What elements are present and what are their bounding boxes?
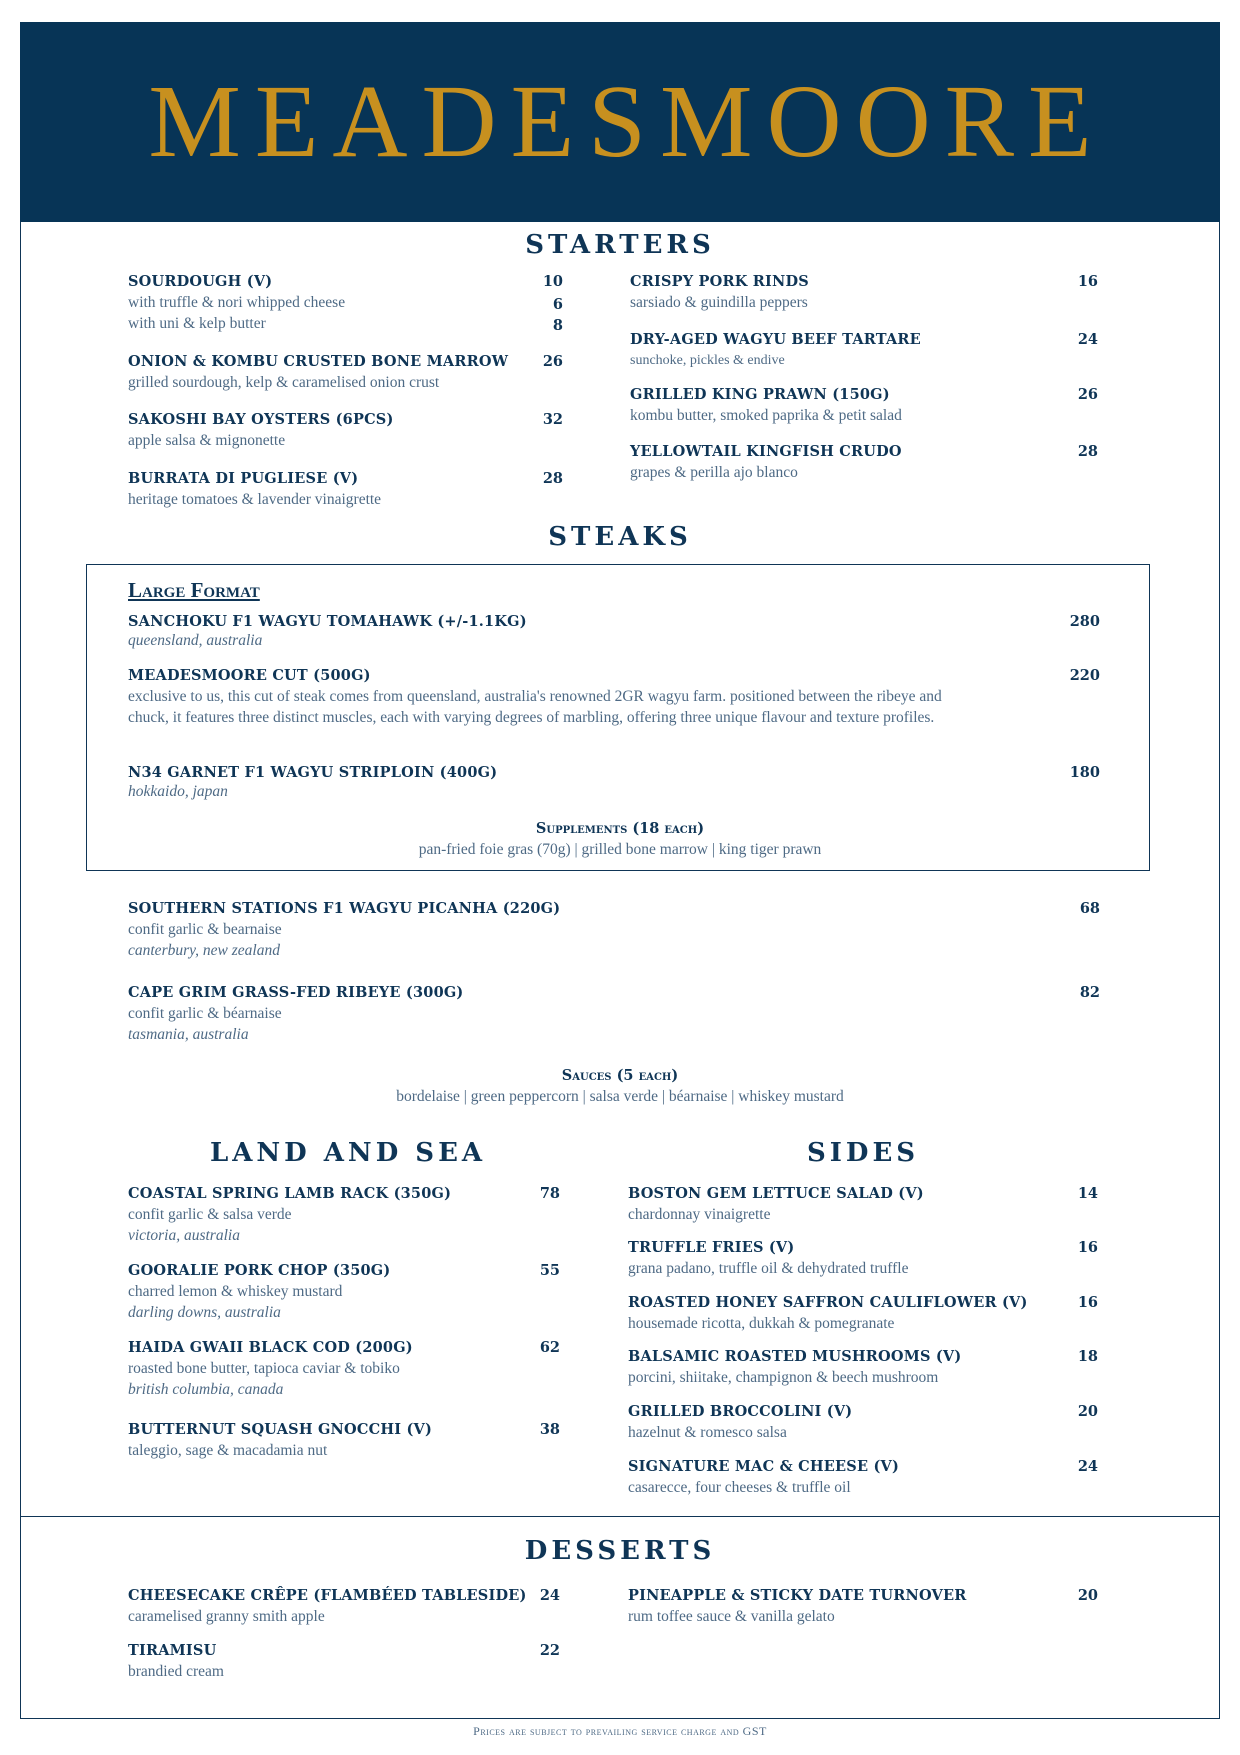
item-price: 24: [539, 1587, 560, 1604]
item-price: 28: [542, 470, 563, 487]
item-origin: hokkaido, japan: [128, 783, 228, 800]
menu-item-mac-cheese: [628, 1458, 1098, 1498]
item-name: DRY-AGED WAGYU BEEF TARTARE: [630, 331, 921, 348]
menu-item-meadesmoore-cut: [128, 667, 1108, 728]
section-divider: [20, 1516, 1220, 1517]
item-name: N34 GARNET F1 WAGYU STRIPLOIN (400G): [128, 764, 498, 781]
item-name: ROASTED HONEY SAFFRON CAULIFLOWER (V): [628, 1294, 1028, 1311]
item-name: BOSTON GEM LETTUCE SALAD (V): [628, 1185, 924, 1202]
footer-note: Prices are subject to prevailing service charge and GST: [473, 1724, 767, 1738]
item-name: BURRATA DI PUGLIESE (V): [128, 470, 359, 487]
item-name: BALSAMIC ROASTED MUSHROOMS (V): [628, 1348, 962, 1365]
menu-item-prawn: [630, 386, 1100, 426]
menu-item-lamb: [128, 1185, 568, 1246]
item-price: 68: [1079, 900, 1100, 917]
item-desc: sarsiado & guindilla peppers: [630, 294, 808, 311]
item-desc: casarecce, four cheeses & truffle oil: [628, 1479, 851, 1496]
item-price: 62: [539, 1339, 560, 1356]
item-desc: caramelised granny smith apple: [128, 1608, 325, 1625]
item-price: 10: [542, 273, 563, 290]
item-desc: chardonnay vinaigrette: [628, 1206, 771, 1223]
item-desc: taleggio, sage & macadamia nut: [128, 1442, 328, 1459]
supplements-list: pan-fried foie gras (70g) | grilled bone marrow | king tiger prawn: [418, 841, 822, 858]
section-title-starters: STARTERS: [525, 230, 715, 260]
item-origin: victoria, australia: [128, 1227, 240, 1244]
menu-item-oysters: [128, 411, 563, 451]
menu-item-lettuce-salad: [628, 1185, 1098, 1225]
item-desc: sunchoke, pickles & endive: [630, 353, 785, 368]
menu-item-pork-chop: [128, 1262, 568, 1323]
item-name: GRILLED KING PRAWN (150G): [630, 386, 890, 403]
item-name: CAPE GRIM GRASS-FED RIBEYE (300G): [128, 984, 464, 1001]
item-desc: porcini, shiitake, champignon & beech mushroom: [628, 1369, 939, 1386]
section-title-desserts: DESSERTS: [524, 1536, 716, 1566]
menu-item-broccolini: [628, 1403, 1098, 1443]
item-desc: grapes & perilla ajo blanco: [630, 464, 798, 481]
item-origin: british columbia, canada: [128, 1381, 284, 1398]
menu-item-cheesecake-crepe: [128, 1587, 568, 1627]
item-desc: exclusive to us, this cut of steak comes from queensland, australia's renowned 2GR wagyu farm. positioned between the ribeye and chuck, it features three distinct muscles, each with varying degrees of marbling, offering three unique flavour and texture profiles.: [128, 688, 942, 726]
item-price: 16: [1077, 273, 1098, 290]
item-name: SIGNATURE MAC & CHEESE (V): [628, 1458, 900, 1475]
item-name: TIRAMISU: [128, 1642, 217, 1659]
menu-item-black-cod: [128, 1339, 568, 1400]
item-desc: confit garlic & salsa verde: [128, 1206, 292, 1223]
menu-item-burrata: [128, 470, 563, 510]
item-name: GOORALIE PORK CHOP (350G): [128, 1262, 391, 1279]
section-title-steaks: STEAKS: [548, 522, 692, 552]
brand-logo: MEADESMOORE: [148, 64, 1106, 179]
menu-item-tiramisu: [128, 1642, 568, 1682]
item-price: 220: [1069, 667, 1100, 684]
item-desc: apple salsa & mignonette: [128, 432, 286, 449]
item-name: SOURDOUGH (V): [128, 273, 273, 290]
item-desc: rum toffee sauce & vanilla gelato: [628, 1608, 835, 1625]
item-desc: grana padano, truffle oil & dehydrated truffle: [628, 1260, 909, 1277]
item-name: HAIDA GWAII BLACK COD (200G): [128, 1339, 413, 1356]
item-price: 26: [1077, 386, 1098, 403]
menu-item-pork-rinds: [630, 273, 1100, 313]
item-price: 82: [1079, 984, 1100, 1001]
item-name: ONION & KOMBU CRUSTED BONE MARROW: [128, 353, 509, 370]
item-price: 24: [1077, 331, 1098, 348]
item-price: 8: [552, 317, 563, 334]
item-desc: brandied cream: [128, 1663, 224, 1680]
menu-item-striploin: [128, 764, 1108, 802]
item-desc: with truffle & nori whipped cheese: [128, 294, 346, 311]
item-price: 78: [539, 1185, 560, 1202]
item-origin: queensland, australia: [128, 632, 263, 649]
item-desc: confit garlic & béarnaise: [128, 1005, 282, 1022]
item-name: SANCHOKU F1 WAGYU TOMAHAWK (+/-1.1KG): [128, 613, 527, 630]
item-price: 24: [1077, 1458, 1098, 1475]
item-name: MEADESMOORE CUT (500G): [128, 667, 371, 684]
menu-item-tomahawk: [128, 613, 1108, 651]
item-name: YELLOWTAIL KINGFISH CRUDO: [630, 443, 902, 460]
item-price: 28: [1077, 443, 1098, 460]
item-name: COASTAL SPRING LAMB RACK (350G): [128, 1185, 452, 1202]
menu-item-truffle-fries: [628, 1239, 1098, 1279]
menu-item-tartare: [630, 331, 1100, 371]
menu-item-turnover: [628, 1587, 1098, 1627]
item-price: 14: [1077, 1185, 1098, 1202]
menu-item-gnocchi: [128, 1421, 568, 1461]
item-name: BUTTERNUT SQUASH GNOCCHI (V): [128, 1421, 433, 1438]
menu-item-crudo: [630, 443, 1100, 483]
supplements-title: Supplements (18 each): [535, 820, 705, 837]
item-name: SAKOSHI BAY OYSTERS (6PCS): [128, 411, 394, 428]
item-name: PINEAPPLE & STICKY DATE TURNOVER: [628, 1587, 967, 1604]
item-name: GRILLED BROCCOLINI (V): [628, 1403, 853, 1420]
item-price: 55: [539, 1262, 560, 1279]
menu-item-bone-marrow: [128, 353, 563, 393]
item-desc: with uni & kelp butter: [128, 315, 266, 332]
menu-item-ribeye: [128, 984, 1108, 1045]
menu-item-cauliflower: [628, 1294, 1098, 1334]
item-origin: tasmania, australia: [128, 1026, 249, 1043]
item-price: 20: [1077, 1587, 1098, 1604]
item-price: 180: [1069, 764, 1100, 781]
sauces-title: Sauces (5 each): [561, 1067, 679, 1084]
item-name: SOUTHERN STATIONS F1 WAGYU PICANHA (220G): [128, 900, 561, 917]
item-price: 18: [1077, 1348, 1098, 1365]
menu-item-picanha: [128, 900, 1108, 961]
item-desc: heritage tomatoes & lavender vinaigrette: [128, 491, 382, 508]
item-origin: canterbury, new zealand: [128, 942, 280, 959]
item-name: TRUFFLE FRIES (V): [628, 1239, 795, 1256]
item-price: 38: [539, 1421, 560, 1438]
large-format-title: Large Format: [128, 578, 260, 602]
section-title-land-and-sea: LAND AND SEA: [209, 1138, 487, 1168]
item-price: 22: [539, 1642, 560, 1659]
item-desc: housemade ricotta, dukkah & pomegranate: [628, 1315, 895, 1332]
item-desc: charred lemon & whiskey mustard: [128, 1283, 343, 1300]
item-price: 16: [1077, 1294, 1098, 1311]
menu-item-sourdough: [128, 273, 563, 334]
item-price: 26: [542, 353, 563, 370]
item-price: 32: [542, 411, 563, 428]
item-desc: roasted bone butter, tapioca caviar & tobiko: [128, 1360, 400, 1377]
item-price: 20: [1077, 1403, 1098, 1420]
item-price: 16: [1077, 1239, 1098, 1256]
item-name: CRISPY PORK RINDS: [630, 273, 809, 290]
menu-item-mushrooms: [628, 1348, 1098, 1388]
section-title-sides: SIDES: [806, 1138, 920, 1168]
item-desc: hazelnut & romesco salsa: [628, 1424, 787, 1441]
item-price: 6: [552, 296, 563, 313]
item-desc: grilled sourdough, kelp & caramelised onion crust: [128, 374, 440, 391]
item-desc: confit garlic & bearnaise: [128, 921, 282, 938]
item-price: 280: [1069, 613, 1100, 630]
item-desc: kombu butter, smoked paprika & petit salad: [630, 407, 902, 424]
item-origin: darling downs, australia: [128, 1304, 281, 1321]
sauces-list: bordelaise | green peppercorn | salsa verde | béarnaise | whiskey mustard: [396, 1088, 844, 1105]
item-name: CHEESECAKE CRÊPE (FLAMBÉED TABLESIDE): [128, 1587, 527, 1604]
